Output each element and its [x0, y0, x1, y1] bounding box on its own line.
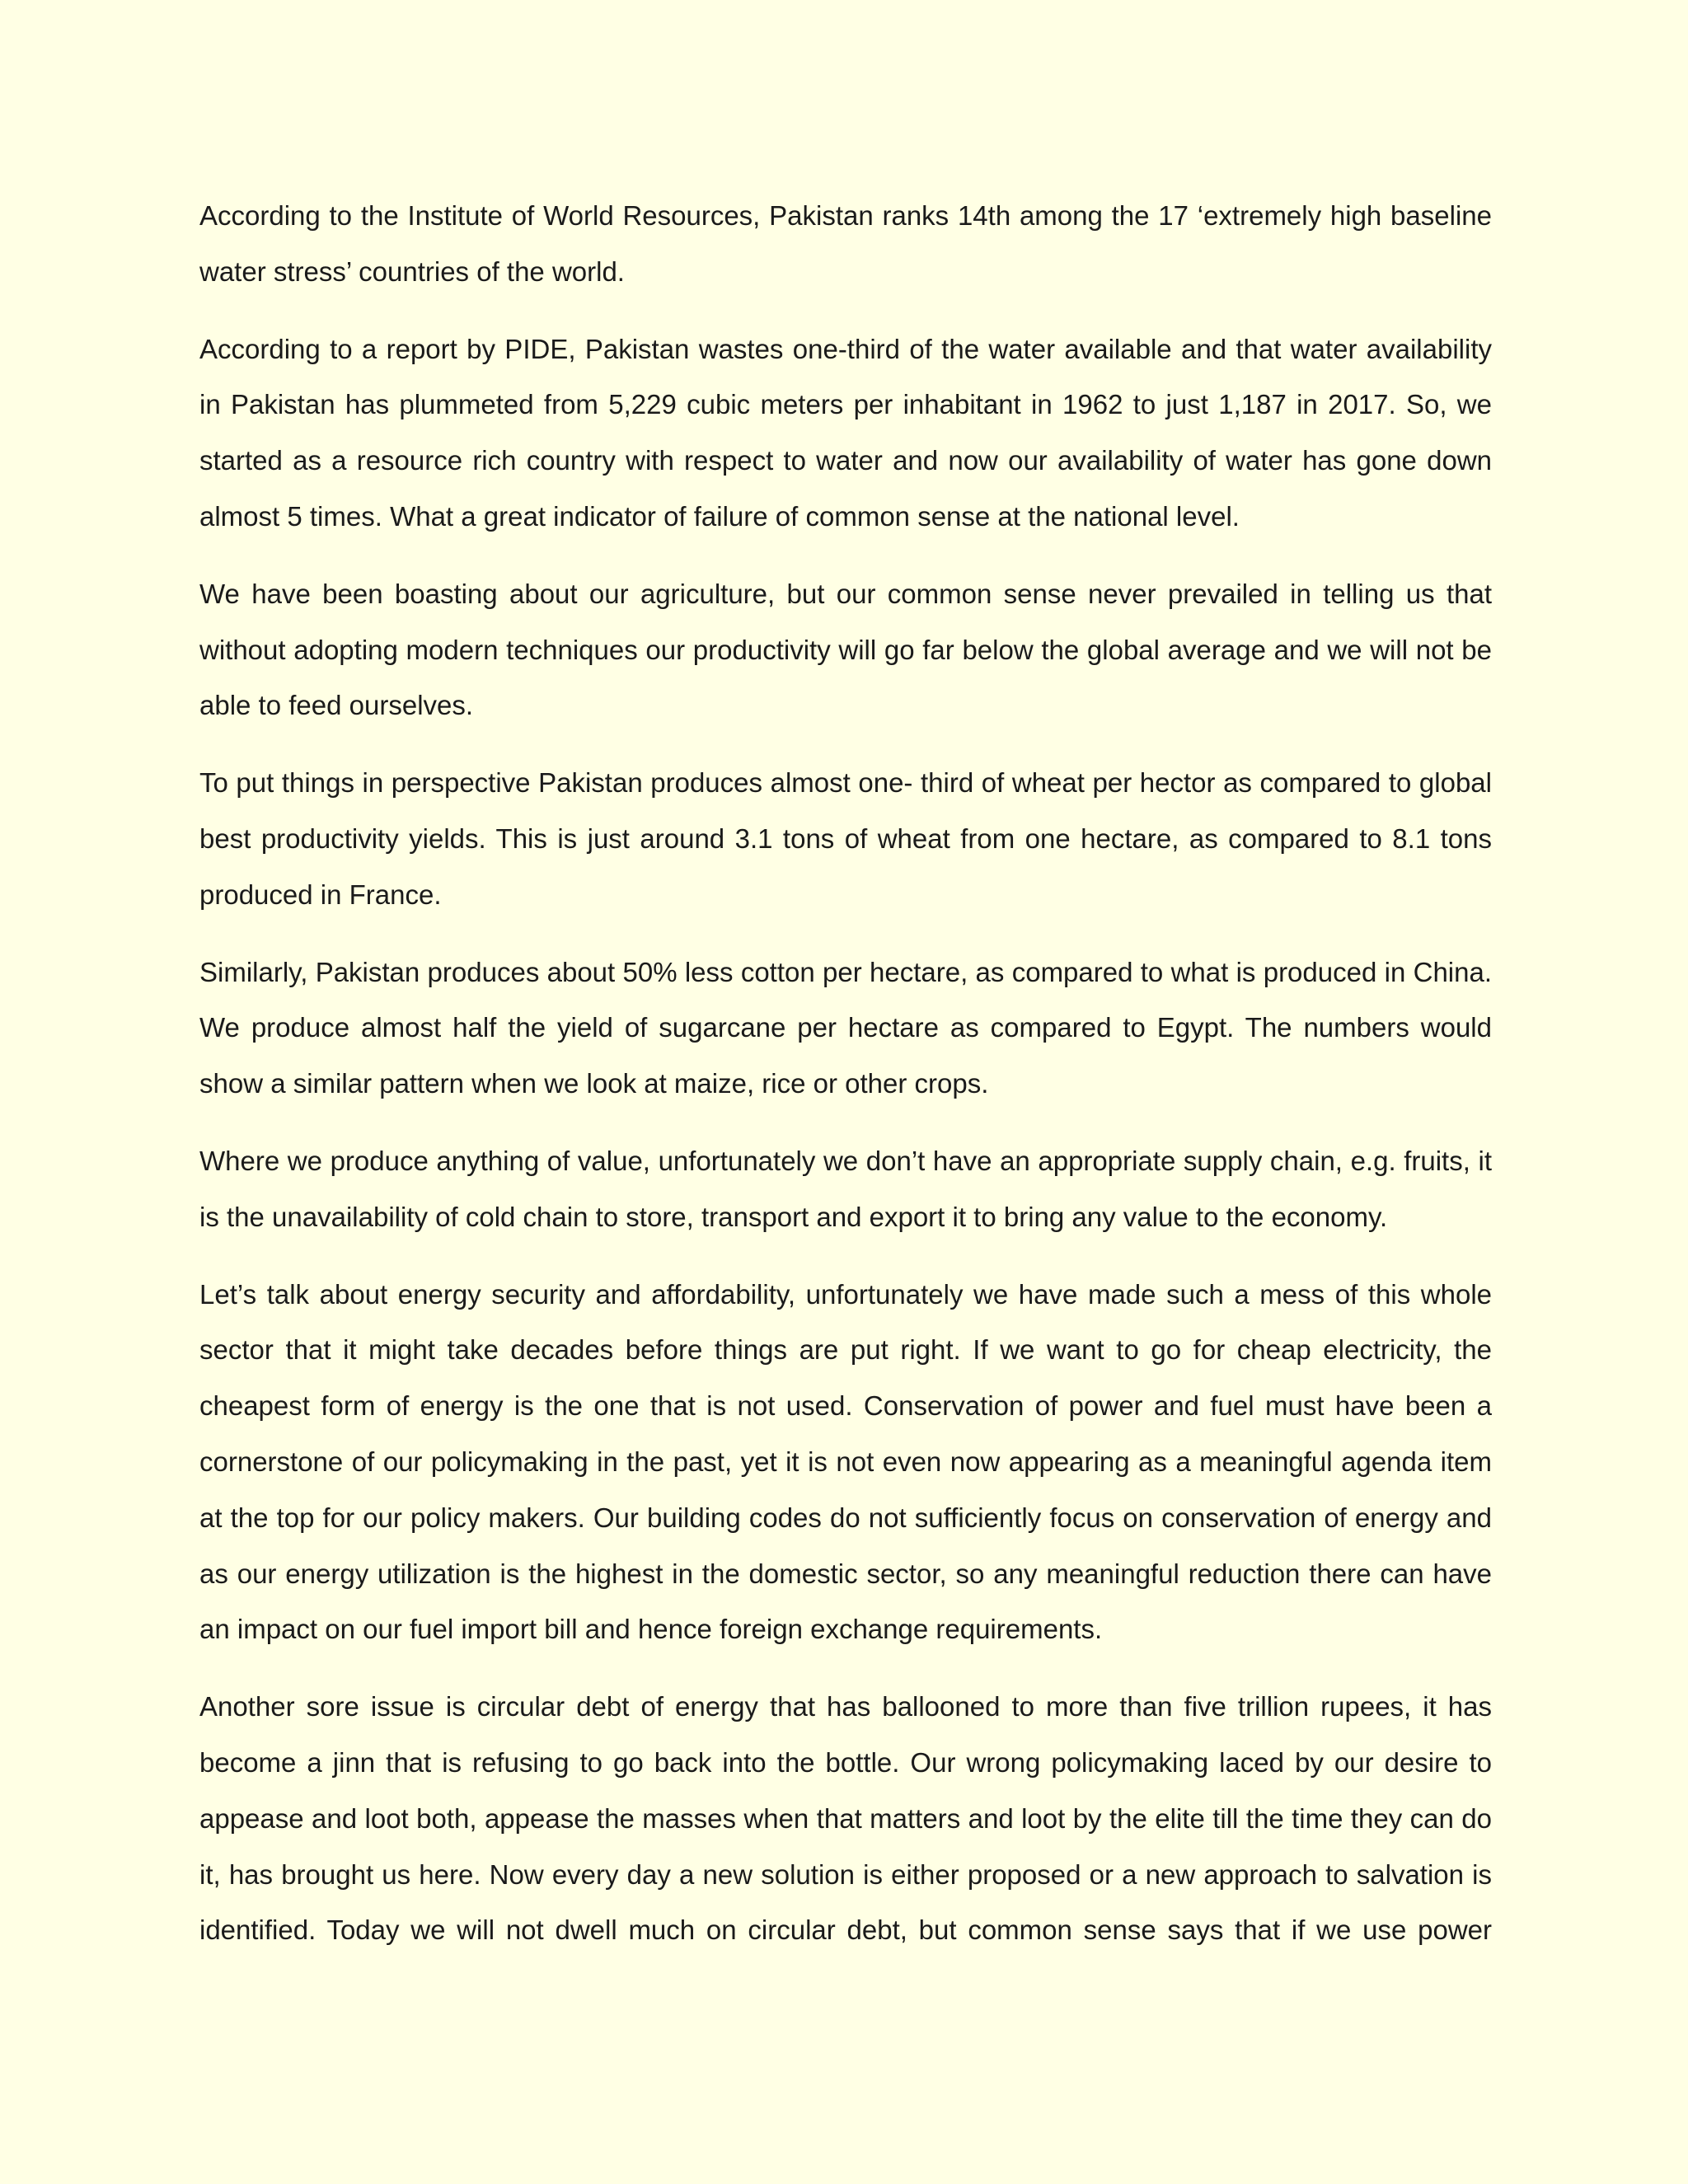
paragraph-circular-debt: Another sore issue is circular debt of energy that has ballooned to more than five trillion rupees, it has become a jinn that is refusing to go back into the bottle. Our wrong policymaking laced by our desire to appease and loot both, appease the masses when that matters and loot by the elite till the time they can do it, has brought us here. Now every day a new solution is either proposed or a new approach to salvation is identified. Today we will not dwell much on circular debt, but common sense says that if we use power	[199, 1691, 1492, 1946]
article-body	[199, 188, 1492, 1980]
paragraph-agriculture: We have been boasting about our agriculture, but our common sense never prevailed in telling us that without adopting modern techniques our productivity will go far below the global average and we will not be able to feed ourselves.	[199, 578, 1492, 721]
paragraph-supply-chain: Where we produce anything of value, unfortunately we don’t have an appropriate supply chain, e.g. fruits, it is the unavailability of cold chain to store, transport and export it to bring any value to the economy.	[199, 1145, 1492, 1232]
paragraph-crop-yields: Similarly, Pakistan produces about 50% less cotton per hectare, as compared to what is produced in China. We produce almost half the yield of sugarcane per hectare as compared to Egypt. The numbers would show a similar pattern when we look at maize, rice or other crops.	[199, 956, 1492, 1099]
paragraph-wheat-productivity: To put things in perspective Pakistan produces almost one- third of wheat per hector as compared to global best productivity yields. This is just around 3.1 tons of wheat from one hectare, as compared to 8.1 tons produced in France.	[199, 767, 1492, 910]
paragraph-water-availability: According to a report by PIDE, Pakistan wastes one-third of the water available and that water availability in Pakistan has plummeted from 5,229 cubic meters per inhabitant in 1962 to just 1,187 in 2017. So, we started as a resource rich country with respect to water and now our availability of water has gone down almost 5 times. What a great indicator of failure of common sense at the national level.	[199, 333, 1492, 532]
paragraph-energy-security: Let’s talk about energy security and affordability, unfortunately we have made such a mess of this whole sector that it might take decades before things are put right. If we want to go for cheap electricity, the cheapest form of energy is the one that is not used. Conservation of power and fuel must have been a cornerstone of our policymaking in the past, yet it is not even now appearing as a meaningful agenda item at the top for our policy makers. Our building codes do not sufficiently focus on conservation of energy and as our energy utilization is the highest in the domestic sector, so any meaningful reduction there can have an impact on our fuel import bill and hence foreign exchange requirements.	[199, 1278, 1492, 1645]
paragraph-water-stress-ranking: According to the Institute of World Resources, Pakistan ranks 14th among the 17 ‘extremely high baseline water stress’ countries of the world.	[199, 200, 1492, 287]
